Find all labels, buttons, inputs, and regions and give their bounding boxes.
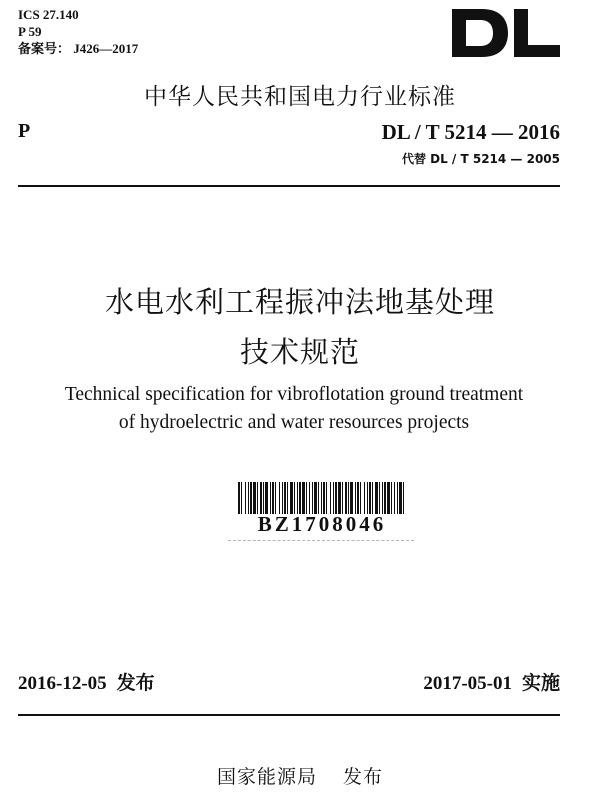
publisher-line — [0, 762, 600, 789]
issue-date-line — [18, 668, 155, 695]
record-number-value: J426—2017 — [73, 41, 139, 56]
bottom-divider — [18, 714, 560, 716]
ics-code: ICS 27.140 — [18, 7, 79, 22]
top-divider — [18, 185, 560, 187]
barcode-number: BZ1708046 — [257, 512, 387, 536]
effective-date: 2017-05-01 — [423, 673, 512, 694]
title-english-line-1: Technical specification for vibroflotation ground treatment — [64, 384, 524, 405]
issue-date: 2016-12-05 — [18, 673, 107, 694]
title-chinese-line-2: 技术规范 — [239, 335, 360, 369]
title-chinese-line-1: 水电水利工程振冲法地基处理 — [104, 285, 495, 319]
publisher-label: 发布 — [343, 766, 384, 788]
standard-number: DL / T 5214 — 2016 — [381, 120, 560, 144]
standard-organization: 中华人民共和国电力行业标准 — [144, 84, 456, 110]
barcode-icon — [238, 482, 406, 514]
record-number-label: 备案号： — [18, 41, 71, 56]
title-english-line-2: of hydroelectric and water resources projects — [118, 412, 470, 433]
classification-code: P 59 — [18, 24, 42, 39]
effective-label: 实施 — [521, 672, 560, 694]
barcode-dashes — [228, 540, 414, 541]
cover-metadata — [18, 6, 138, 57]
category-letter: P — [18, 120, 31, 142]
issue-label: 发布 — [116, 672, 155, 694]
record-number-line — [18, 40, 138, 57]
publisher-name: 国家能源局 — [216, 766, 317, 788]
effective-date-line — [423, 668, 560, 695]
dl-logo-icon — [452, 9, 562, 57]
replaces-standard: 代替 DL / T 5214 — 2005 — [401, 152, 560, 166]
